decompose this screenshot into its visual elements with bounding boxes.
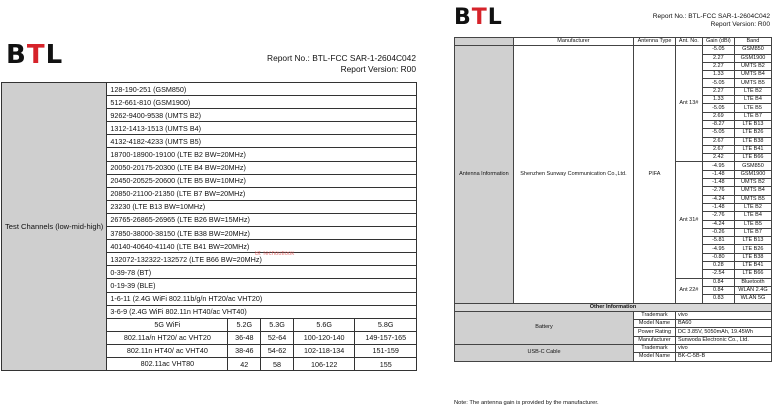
gain-value: 0.84	[702, 278, 734, 286]
wifi5g-cell: 149-157-165	[355, 331, 417, 344]
band-value: LTE B38	[734, 253, 771, 261]
channel-value: 20850-21100-21350 (LTE B7 BW=20MHz)	[107, 187, 417, 200]
wifi5g-cell: 54-62	[261, 344, 294, 357]
wifi5g-cell: 100-120-140	[293, 331, 355, 344]
property-value: BK-C-5B-B	[675, 353, 771, 361]
column-header: Ant. No.	[675, 38, 702, 46]
band-value: LTE B26	[734, 129, 771, 137]
report-number: Report No.: BTL-FCC SAR-1-2604C042	[267, 53, 416, 63]
wifi5g-header-cell: 5G WiFi	[107, 318, 228, 331]
channel-value: 0-19-39 (BLE)	[107, 279, 417, 292]
wifi5g-cell: 36-48	[228, 331, 261, 344]
channel-value: 26765-26865-26965 (LTE B26 BW=15MHz)	[107, 213, 417, 226]
wifi5g-cell: 802.11n HT40/ ac VHT40	[107, 344, 228, 357]
band-value: LTE B4	[734, 96, 771, 104]
column-header: Antenna Type	[634, 38, 676, 46]
gain-value: -0.26	[702, 228, 734, 236]
channel-value: 132072-132322-132572 (LTE B66 BW=20MHz)	[107, 253, 417, 266]
property-name: Trademark	[634, 311, 676, 319]
gain-value: 0.28	[702, 262, 734, 270]
btl-logo: BTL	[6, 40, 64, 70]
property-name: Power Rating	[634, 328, 676, 336]
gain-value: -5.05	[702, 129, 734, 137]
gain-value: -1.48	[702, 179, 734, 187]
gain-value: -5.05	[702, 104, 734, 112]
wifi5g-cell: 38-46	[228, 344, 261, 357]
channel-value: 9262-9400-9538 (UMTS B2)	[107, 109, 417, 122]
property-name: Trademark	[634, 344, 676, 352]
band-value: LTE B13	[734, 120, 771, 128]
usbc-row	[455, 344, 772, 352]
report-number: Report No.: BTL-FCC SAR-1-2604C042	[652, 13, 770, 20]
antenna-header-row	[455, 38, 772, 46]
gain-value: 2.27	[702, 62, 734, 70]
gain-value: -5.81	[702, 237, 734, 245]
gain-value: 2.27	[702, 87, 734, 95]
band-value: LTE B41	[734, 262, 771, 270]
channel-value: 18700-18900-19100 (LTE B2 BW=20MHz)	[107, 148, 417, 161]
band-value: LTE B38	[734, 137, 771, 145]
antenna-number: Ant 22#	[675, 278, 702, 303]
gain-value: -5.05	[702, 46, 734, 54]
antenna-number: Ant 13#	[675, 46, 702, 162]
channel-value: 1-6-11 (2.4G WiFi 802.11b/g/n HT20/ac VHT20)	[107, 292, 417, 305]
battery-row	[455, 311, 772, 319]
band-value: WLAN 2.4G	[734, 286, 771, 294]
band-value: UMTS B2	[734, 62, 771, 70]
channel-value: 37850-38000-38150 (LTE B38 BW=20MHz)	[107, 227, 417, 240]
property-value: Sunwoda Electronic Co., Ltd.	[675, 336, 771, 344]
band-value: UMTS B5	[734, 79, 771, 87]
channel-value: 1312-1413-1513 (UMTS B4)	[107, 122, 417, 135]
watermark: Bt Techoutlook	[255, 251, 295, 257]
band-value: GSM850	[734, 46, 771, 54]
band-value: Bluetooth	[734, 278, 771, 286]
btl-logo: BTL	[454, 5, 503, 30]
gain-value: -8.27	[702, 120, 734, 128]
antenna-number: Ant 31#	[675, 162, 702, 278]
other-information-heading: Other Information	[455, 303, 772, 311]
wifi5g-header-cell: 5.8G	[355, 318, 417, 331]
property-value: vivo	[675, 311, 771, 319]
channel-row	[2, 83, 417, 96]
wifi5g-header-cell: 5.6G	[293, 318, 355, 331]
battery-label: Battery	[455, 311, 634, 344]
wifi5g-cell: 802.11ac VHT80	[107, 357, 228, 370]
wifi5g-cell: 802.11a/n HT20/ ac VHT20	[107, 331, 228, 344]
gain-value: 1.33	[702, 96, 734, 104]
band-value: LTE B41	[734, 145, 771, 153]
wifi5g-header-cell: 5.2G	[228, 318, 261, 331]
band-value: LTE B4	[734, 212, 771, 220]
gain-value: -1.48	[702, 203, 734, 211]
band-value: GSM850	[734, 162, 771, 170]
gain-value: -4.95	[702, 245, 734, 253]
gain-value: 1.33	[702, 71, 734, 79]
wifi5g-header-cell: 5.3G	[261, 318, 294, 331]
channel-value: 20050-20175-20300 (LTE B4 BW=20MHz)	[107, 161, 417, 174]
band-value: UMTS B2	[734, 179, 771, 187]
property-value: DC 3.85V, 5050mAh, 19.45Wh	[675, 328, 771, 336]
property-name: Model Name	[634, 353, 676, 361]
band-value: GSM1900	[734, 54, 771, 62]
property-value: vivo	[675, 344, 771, 352]
report-version: Report Version: R00	[710, 21, 770, 29]
wifi5g-cell: 102-118-134	[293, 344, 355, 357]
band-value: LTE B5	[734, 104, 771, 112]
band-value: UMTS B4	[734, 71, 771, 79]
gain-value: -2.76	[702, 187, 734, 195]
test-channels-label: Test Channels (low-mid-high)	[2, 83, 107, 371]
antenna-info-label: Antenna Information	[455, 46, 514, 303]
blank-cell	[455, 38, 514, 46]
channel-value: 3-6-9 (2.4G WiFi 802.11n HT40/ac VHT40)	[107, 305, 417, 318]
channel-value: 23230 (LTE B13 BW=10MHz)	[107, 200, 417, 213]
gain-value: 2.42	[702, 154, 734, 162]
channel-value: 20450-20525-20600 (LTE B5 BW=10MHz)	[107, 174, 417, 187]
gain-value: 2.67	[702, 137, 734, 145]
band-value: UMTS B5	[734, 195, 771, 203]
gain-value: 2.27	[702, 54, 734, 62]
wifi5g-cell: 106-122	[293, 357, 355, 370]
band-value: LTE B66	[734, 154, 771, 162]
gain-value: 2.69	[702, 112, 734, 120]
channel-value: 512-661-810 (GSM1900)	[107, 96, 417, 109]
wifi5g-cell: 52-64	[261, 331, 294, 344]
band-value: LTE B26	[734, 245, 771, 253]
gain-value: -2.76	[702, 212, 734, 220]
band-value: LTE B5	[734, 220, 771, 228]
column-header: Gain (dBi)	[702, 38, 734, 46]
gain-value: 0.84	[702, 286, 734, 294]
antenna-type: PIFA	[634, 46, 676, 303]
antenna-gain-row	[455, 46, 772, 54]
gain-value: -2.54	[702, 270, 734, 278]
gain-value: 0.83	[702, 295, 734, 303]
gain-value: -1.48	[702, 170, 734, 178]
band-value: GSM1900	[734, 170, 771, 178]
antenna-note: Note: The antenna gain is provided by the manufacturer.	[454, 400, 599, 406]
wifi5g-cell: 155	[355, 357, 417, 370]
gain-value: -0.80	[702, 253, 734, 261]
wifi5g-cell: 151-159	[355, 344, 417, 357]
column-header: Manufacturer	[513, 38, 633, 46]
other-info-row	[455, 303, 772, 311]
band-value: LTE B7	[734, 228, 771, 236]
gain-value: -4.24	[702, 195, 734, 203]
wifi5g-cell: 42	[228, 357, 261, 370]
channel-value: 128-190-251 (GSM850)	[107, 83, 417, 96]
column-header: Band	[734, 38, 771, 46]
band-value: LTE B13	[734, 237, 771, 245]
band-value: WLAN 5G	[734, 295, 771, 303]
property-value: BA60	[675, 320, 771, 328]
usbc-label: USB-C Cable	[455, 344, 634, 361]
channel-value: 4132-4182-4233 (UMTS B5)	[107, 135, 417, 148]
test-channels-table	[1, 82, 417, 371]
band-value: UMTS B4	[734, 187, 771, 195]
report-header	[630, 13, 770, 29]
channel-value: 40140-40640-41140 (LTE B41 BW=20MHz)	[107, 240, 417, 253]
wifi5g-cell: 58	[261, 357, 294, 370]
band-value: LTE B66	[734, 270, 771, 278]
gain-value: -4.95	[702, 162, 734, 170]
gain-value: 2.67	[702, 145, 734, 153]
property-name: Manufacturer	[634, 336, 676, 344]
antenna-information-table	[454, 37, 772, 362]
gain-value: -5.05	[702, 79, 734, 87]
channel-value: 0-39-78 (BT)	[107, 266, 417, 279]
band-value: LTE B2	[734, 203, 771, 211]
report-header	[216, 53, 416, 74]
report-version: Report Version: R00	[340, 63, 416, 74]
band-value: LTE B2	[734, 87, 771, 95]
gain-value: -4.24	[702, 220, 734, 228]
antenna-manufacturer: Shenzhen Sunway Communication Co.,Ltd.	[513, 46, 633, 303]
band-value: LTE B7	[734, 112, 771, 120]
property-name: Model Name	[634, 320, 676, 328]
